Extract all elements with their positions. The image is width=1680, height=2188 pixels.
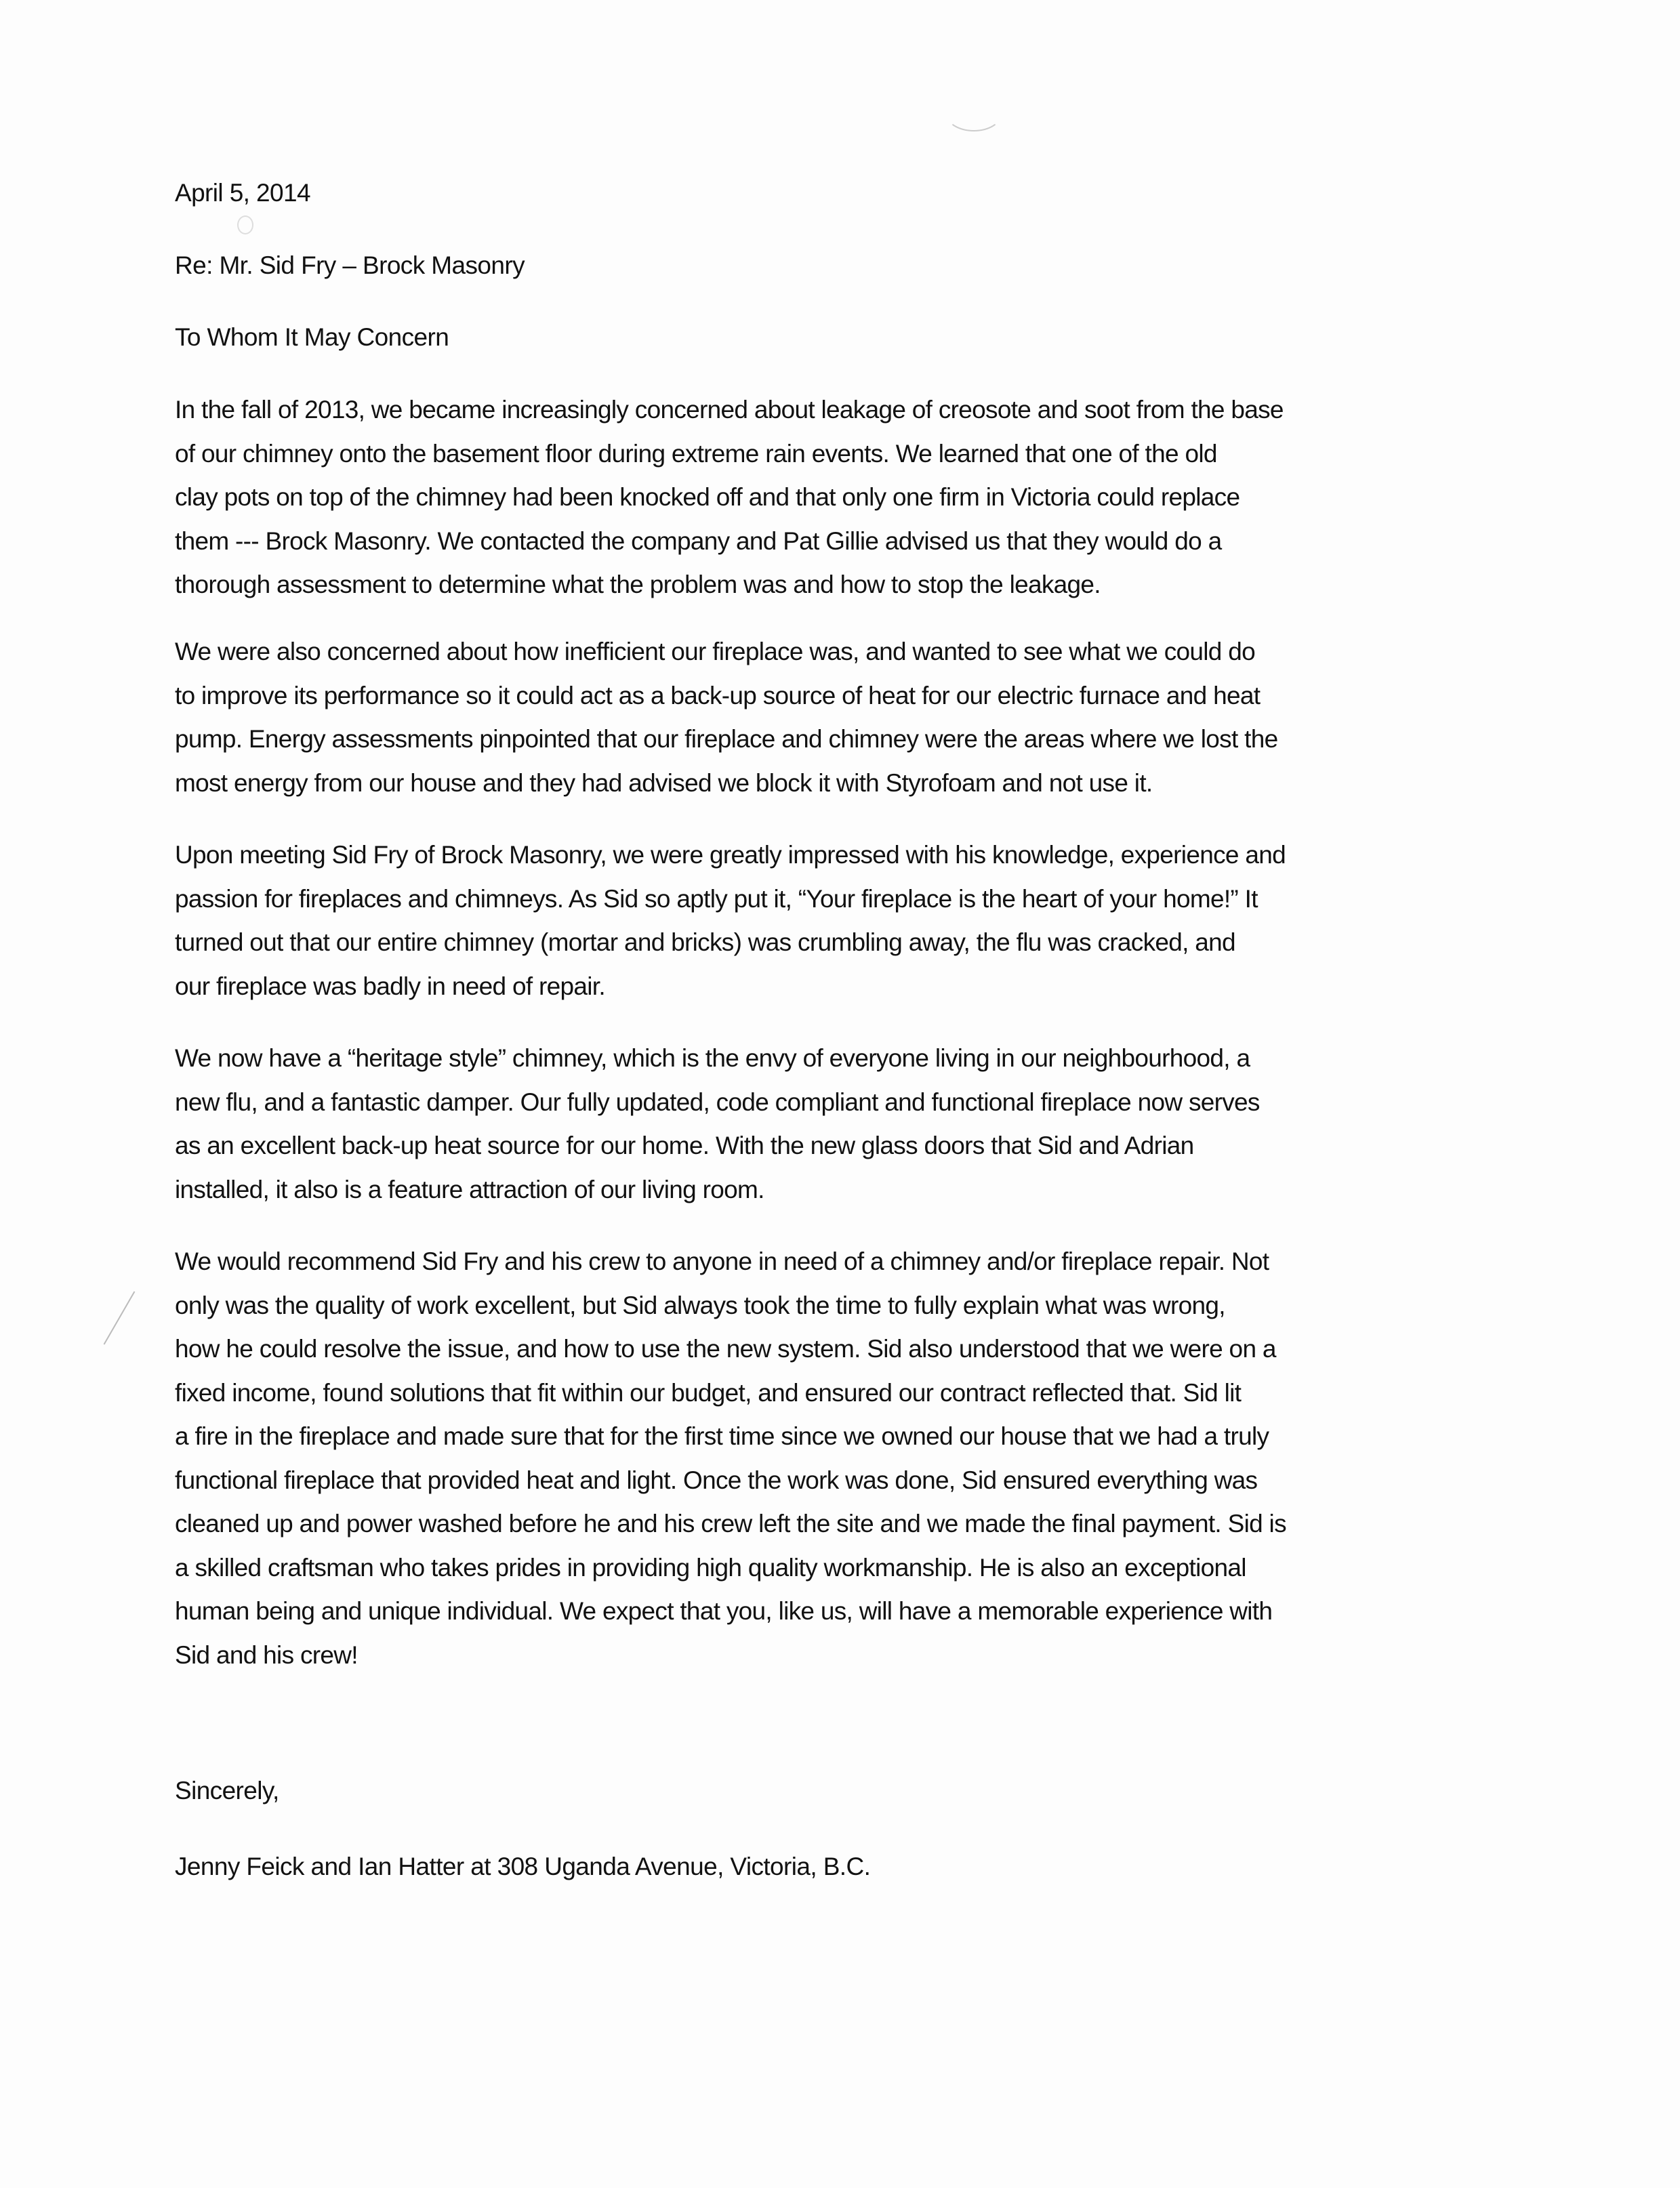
paragraph-line: Sid and his crew!	[175, 1640, 358, 1669]
paragraph-line: installed, it also is a feature attraction of our living room.	[175, 1175, 764, 1203]
paragraph-4	[175, 1037, 1260, 1212]
paragraph-line: how he could resolve the issue, and how to use the new system. Sid also understood that we were on a	[175, 1335, 1276, 1363]
paragraph-line: pump. Energy assessments pinpointed that our fireplace and chimney were the areas where we lost the	[175, 725, 1278, 753]
paragraph-line: fixed income, found solutions that fit within our budget, and ensured our contract reflected that. Sid lit	[175, 1378, 1242, 1407]
letter-signature: Jenny Feick and Ian Hatter at 308 Uganda Avenue, Victoria, B.C.	[175, 1853, 871, 1880]
paragraph-line: passion for fireplaces and chimneys. As Sid so aptly put it, “Your fireplace is the heart of your home!” It	[175, 884, 1258, 913]
paragraph-1	[175, 388, 1284, 607]
paragraph-line: cleaned up and power washed before he and his crew left the site and we made the final payment. Sid is	[175, 1510, 1286, 1537]
paragraph-line: In the fall of 2013, we became increasingly concerned about leakage of creosote and soot from the base	[175, 396, 1284, 424]
paper-hole-mark	[945, 95, 1002, 131]
paragraph-5	[175, 1240, 1286, 1677]
paragraph-line: clay pots on top of the chimney had been knocked off and that only one firm in Victoria could replace	[175, 483, 1240, 511]
paragraph-line: We now have a “heritage style” chimney, which is the envy of everyone living in our neighbourhood, a	[175, 1044, 1250, 1072]
letter-closing: Sincerely,	[175, 1777, 279, 1804]
letter-salutation: To Whom It May Concern	[175, 323, 449, 351]
paragraph-line: functional fireplace that provided heat and light. Once the work was done, Sid ensured everything was	[175, 1466, 1258, 1494]
paragraph-line: thorough assessment to determine what the problem was and how to stop the leakage.	[175, 571, 1101, 598]
scan-speck	[237, 215, 253, 234]
pen-scratch	[104, 1292, 136, 1345]
paragraph-3	[175, 833, 1286, 1008]
letter-date: April 5, 2014	[175, 179, 310, 207]
paragraph-line: human being and unique individual. We expect that you, like us, will have a memorable experience with	[175, 1597, 1273, 1625]
letter-subject: Re: Mr. Sid Fry – Brock Masonry	[175, 251, 525, 279]
paragraph-line: a fire in the fireplace and made sure that for the first time since we owned our house that we had a truly	[175, 1422, 1269, 1450]
paragraph-line: them --- Brock Masonry. We contacted the company and Pat Gillie advised us that they would do a	[175, 527, 1222, 555]
paragraph-line: our fireplace was badly in need of repair.	[175, 972, 605, 1000]
paragraph-line: We were also concerned about how inefficient our fireplace was, and wanted to see what we could do	[175, 638, 1255, 665]
paragraph-line: new flu, and a fantastic damper. Our fully updated, code compliant and functional fireplace now serves	[175, 1088, 1260, 1116]
paragraph-line: most energy from our house and they had advised we block it with Styrofoam and not use it.	[175, 768, 1153, 797]
paragraph-line: Upon meeting Sid Fry of Brock Masonry, we were greatly impressed with his knowledge, experience and	[175, 841, 1286, 869]
paragraph-line: a skilled craftsman who takes prides in providing high quality workmanship. He is also an exceptional	[175, 1553, 1246, 1582]
paragraph-line: to improve its performance so it could act as a back-up source of heat for our electric furnace and heat	[175, 681, 1261, 709]
paragraph-line: as an excellent back-up heat source for our home. With the new glass doors that Sid and Adrian	[175, 1132, 1194, 1159]
paragraph-line: We would recommend Sid Fry and his crew to anyone in need of a chimney and/or fireplace repair. Not	[175, 1247, 1269, 1275]
paragraph-line: of our chimney onto the basement floor during extreme rain events. We learned that one of the old	[175, 439, 1217, 468]
paragraph-2	[175, 630, 1277, 805]
paragraph-line: turned out that our entire chimney (mortar and bricks) was crumbling away, the flu was cracked, and	[175, 928, 1235, 956]
paragraph-line: only was the quality of work excellent, but Sid always took the time to fully explain what was wrong,	[175, 1291, 1225, 1319]
